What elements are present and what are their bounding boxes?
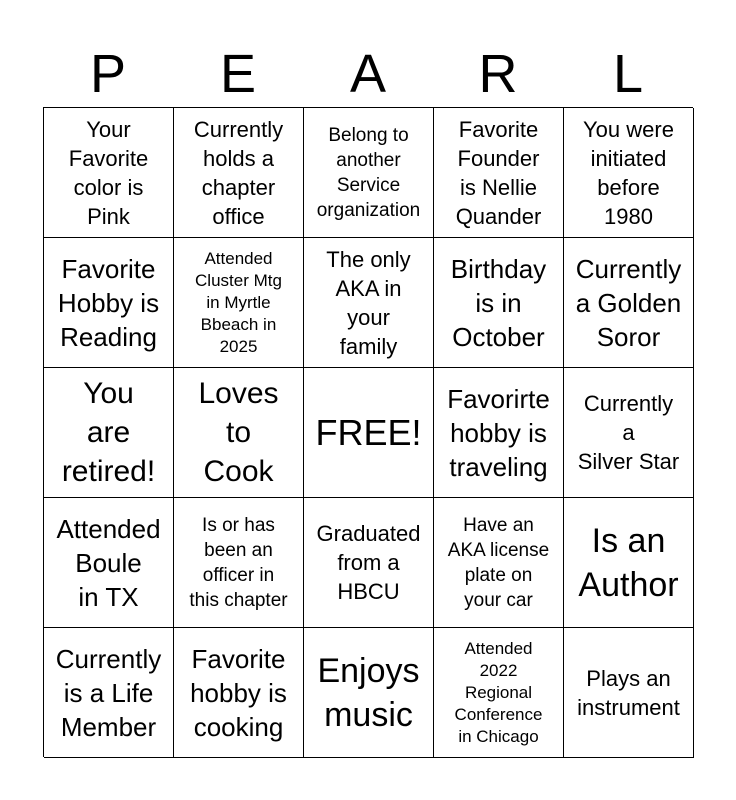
bingo-cell-r5-c2[interactable] (174, 628, 304, 758)
bingo-cell-r5-c4[interactable] (434, 628, 564, 758)
bingo-cell-r4-c1[interactable] (44, 498, 174, 628)
bingo-cell-r3-c1[interactable] (44, 368, 174, 498)
bingo-cell-r1-c3[interactable] (304, 108, 434, 238)
bingo-cell-text: Currently a Silver Star (577, 391, 680, 474)
bingo-cell-text: Loves to Cook (198, 377, 279, 488)
bingo-cell-text: Attended Boule in TX (56, 513, 161, 612)
bingo-cell-text: The only AKA in your family (326, 246, 411, 359)
bingo-cell-text: Currently holds a chapter office (193, 116, 284, 229)
bingo-cell-r4-c4[interactable] (434, 498, 564, 628)
bingo-cell-r1-c5[interactable] (564, 108, 694, 238)
bingo-cell-text: You are retired! (61, 377, 156, 488)
bingo-cell-r5-c5[interactable] (564, 628, 694, 758)
bingo-cell-r2-c2[interactable] (174, 238, 304, 368)
bingo-board (43, 107, 693, 757)
bingo-cell-text: Have an AKA license plate on your car (447, 514, 550, 611)
bingo-cell-text: Birthday is in October (450, 253, 547, 352)
bingo-header (43, 40, 693, 108)
bingo-cell-r1-c2[interactable] (174, 108, 304, 238)
bingo-cell-text: Attended Cluster Mtg in Myrtle Bbeach in 2025 (195, 248, 282, 356)
bingo-cell-text: Currently is a Life Member (55, 643, 162, 742)
bingo-cell-text: Belong to another Service organization (316, 124, 421, 221)
bingo-cell-r5-c1[interactable] (44, 628, 174, 758)
bingo-cell-text: Favorirte hobby is traveling (447, 383, 550, 482)
header-letter-p: P (89, 44, 127, 104)
bingo-cell-r2-c1[interactable] (44, 238, 174, 368)
bingo-cell-r3-c4[interactable] (434, 368, 564, 498)
bingo-cell-text: Graduated from a HBCU (316, 521, 421, 604)
bingo-cell-r4-c5[interactable] (564, 498, 694, 628)
bingo-cell-r2-c5[interactable] (564, 238, 694, 368)
bingo-cell-r2-c3[interactable] (304, 238, 434, 368)
bingo-cell-r5-c3[interactable] (304, 628, 434, 758)
bingo-cell-text: Attended 2022 Regional Conference in Chicago (454, 638, 543, 746)
header-letter-l: L (612, 44, 644, 104)
bingo-cell-text: Favorite hobby is cooking (190, 643, 287, 742)
bingo-cell-text: Favorite Hobby is Reading (57, 253, 160, 352)
bingo-cell-text: You were initiated before 1980 (583, 116, 674, 229)
bingo-cell-text: Enjoys music (317, 651, 420, 734)
bingo-cell-text: Your Favorite color is Pink (68, 116, 149, 229)
bingo-cell-r4-c3[interactable] (304, 498, 434, 628)
bingo-cell-text: Is or has been an officer in this chapter (189, 514, 288, 611)
bingo-cell-r4-c2[interactable] (174, 498, 304, 628)
header-letter-a: A (349, 44, 387, 104)
bingo-cell-r2-c4[interactable] (434, 238, 564, 368)
bingo-cell-r1-c1[interactable] (44, 108, 174, 238)
bingo-cell-r1-c4[interactable] (434, 108, 564, 238)
bingo-cell-text: Currently a Golden Soror (575, 253, 682, 352)
bingo-cell-text: Is an Author (578, 521, 679, 604)
header-letter-e: E (219, 44, 257, 104)
header-letter-r: R (478, 44, 518, 104)
free-space-text: FREE! (315, 411, 422, 453)
free-space[interactable] (304, 368, 434, 498)
bingo-cell-text: Plays an instrument (577, 665, 680, 720)
bingo-cell-text: Favorite Founder is Nellie Quander (455, 116, 542, 229)
bingo-cell-r3-c5[interactable] (564, 368, 694, 498)
bingo-cell-r3-c2[interactable] (174, 368, 304, 498)
